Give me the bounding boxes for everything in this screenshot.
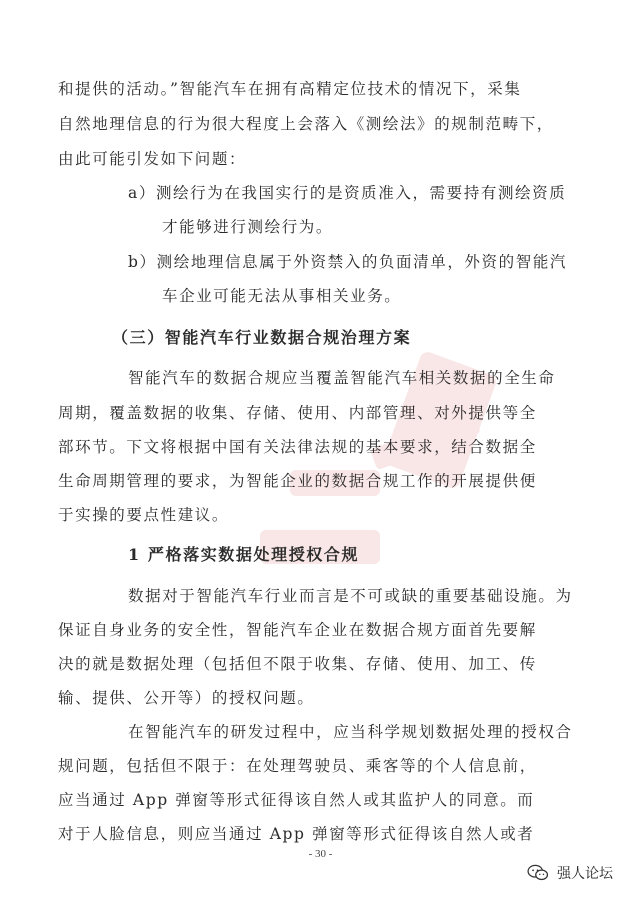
brand-name: 强人论坛 bbox=[557, 866, 613, 882]
text-line: 部环节。下文将根据中国有关法律法规的基本要求，结合数据全 bbox=[58, 438, 537, 456]
text-line: 于实操的要点性建议。 bbox=[58, 506, 230, 524]
brand-footer bbox=[527, 863, 613, 883]
text-line: 周期，覆盖数据的收集、存储、使用、内部管理、对外提供等全 bbox=[58, 404, 537, 422]
text-line: 输、提供、公开等）的授权问题。 bbox=[58, 689, 315, 707]
list-item-b-cont: 车企业可能无法从事相关业务。 bbox=[162, 287, 402, 305]
text-line: 由此可能引发如下问题： bbox=[58, 150, 247, 168]
text-line: 应当通过 App 弹窗等形式征得该自然人或其监护人的同意。而 bbox=[58, 791, 535, 809]
list-item-a-cont: 才能够进行测绘行为。 bbox=[162, 218, 334, 236]
text-line: 保证自身业务的安全性，智能汽车企业在数据合规方面首先要解 bbox=[58, 621, 537, 639]
list-item-b: b）测绘地理信息属于外资禁入的负面清单，外资的智能汽 bbox=[128, 253, 568, 271]
text-line: 对于人脸信息，则应当通过 App 弹窗等形式征得该自然人或者 bbox=[58, 825, 535, 843]
text-line: 在智能汽车的研发过程中，应当科学规划数据处理的授权合 bbox=[128, 723, 573, 741]
text-line: 自然地理信息的行为很大程度上会落入《测绘法》的规制范畴下， bbox=[58, 115, 554, 133]
subsection-heading: 1 严格落实数据处理授权合规 bbox=[128, 545, 360, 564]
text-line: 智能汽车的数据合规应当覆盖智能汽车相关数据的全生命 bbox=[128, 369, 556, 387]
page-number: - 30 - bbox=[308, 848, 333, 860]
section-heading: （三）智能汽车行业数据合规治理方案 bbox=[112, 328, 412, 347]
text-line: 决的就是数据处理（包括但不限于收集、存储、使用、加工、传 bbox=[58, 655, 537, 673]
text-line: 数据对于智能汽车行业而言是不可或缺的重要基础设施。为 bbox=[128, 587, 573, 605]
text-line: 和提供的活动。”智能汽车在拥有高精定位技术的情况下，采集 bbox=[58, 80, 522, 98]
wechat-icon bbox=[527, 864, 549, 882]
text-line: 规问题，包括但不限于：在处理驾驶员、乘客等的个人信息前， bbox=[58, 757, 537, 775]
list-item-a: a）测绘行为在我国实行的是资质准入，需要持有测绘资质 bbox=[128, 184, 567, 202]
text-line: 生命周期管理的要求，为智能企业的数据合规工作的开展提供便 bbox=[58, 472, 537, 490]
